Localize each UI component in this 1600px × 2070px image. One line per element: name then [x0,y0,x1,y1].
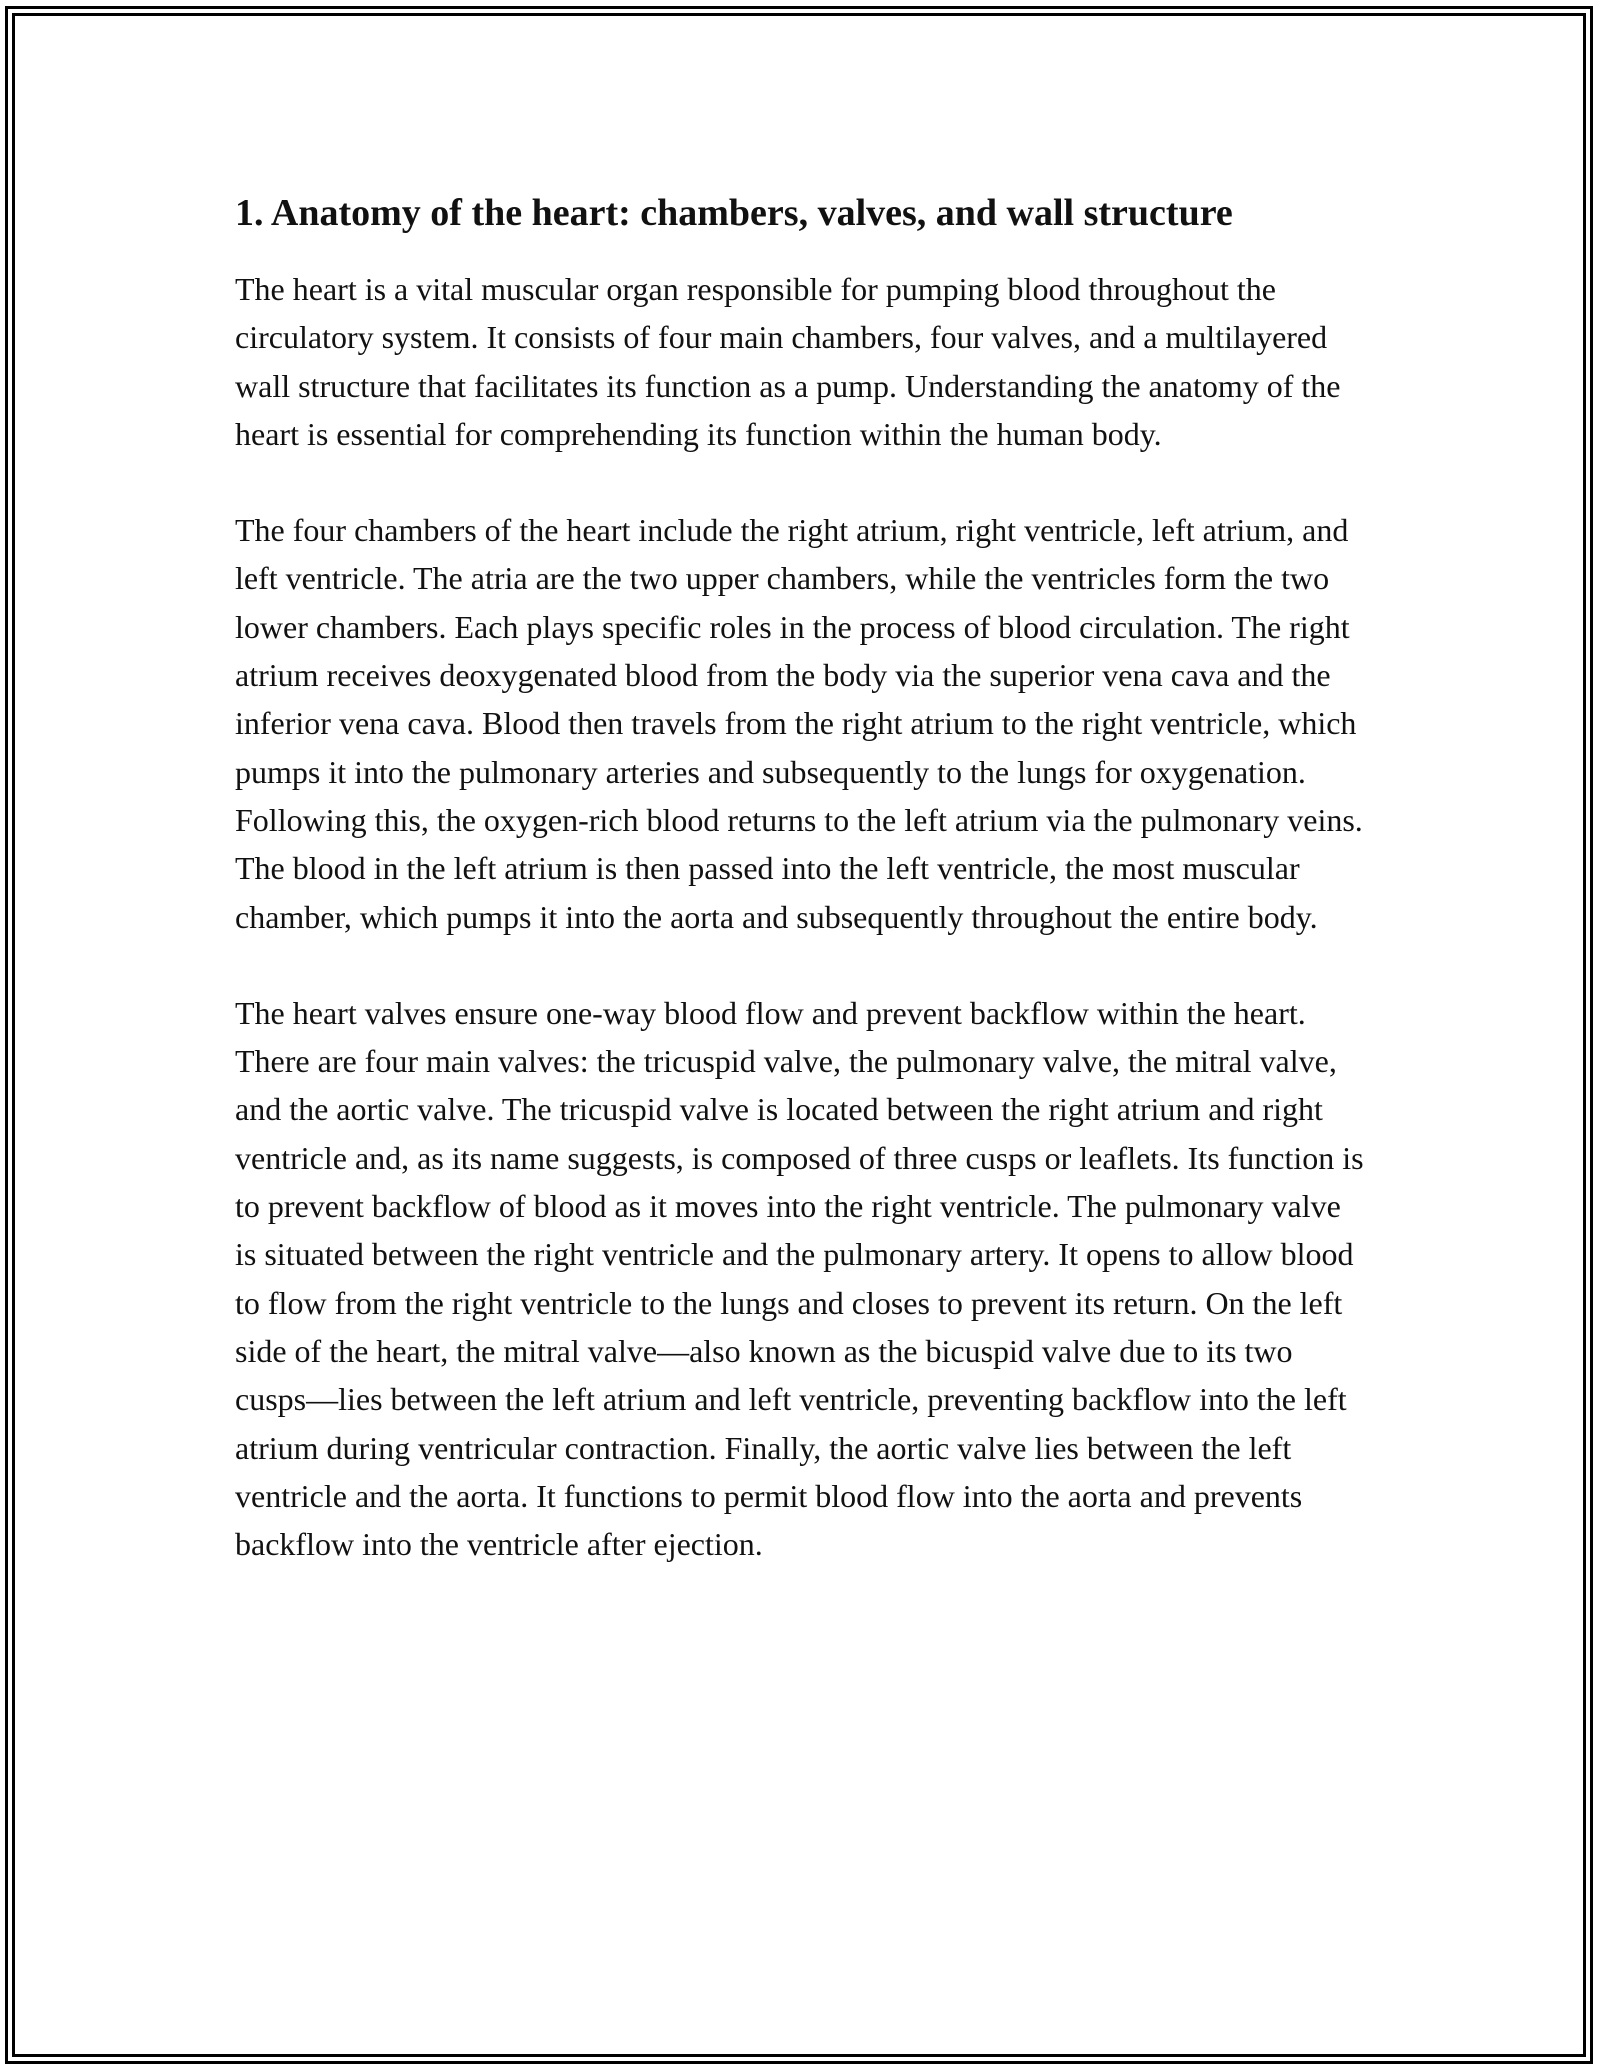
paragraph-valves: The heart valves ensure one-way blood flow and prevent backflow within the heart. There are four main valves: the tricuspid valve, the pulmonary valve, the mitral valve, and the aortic valve. The tricuspid valve is located between the right atrium and right ventricle and, as its name suggests, is composed of three cusps or leaflets. Its function is to prevent backflow of blood as it moves into the right ventricle. The pulmonary valve is situated between the right ventricle and the pulmonary artery. It opens to allow blood to flow from the right ventricle to the lungs and closes to prevent its return. On the left side of the heart, the mitral valve—also known as the bicuspid valve due to its two cusps—lies between the left atrium and left ventricle, preventing backflow into the left atrium during ventricular contraction. Finally, the aortic valve lies between the left ventricle and the aorta. It functions to permit blood flow into the aorta and prevents backflow into the ventricle after ejection. [235,994,1364,1563]
section-heading: 1. Anatomy of the heart: chambers, valves, and wall structure [235,192,1233,234]
paragraph-intro: The heart is a vital muscular organ responsible for pumping blood throughout the circulatory system. It consists of four main chambers, four valves, and a multilayered wall structure that facilitates its function as a pump. Understanding the anatomy of the heart is essential for comprehending its function within the human body. [235,271,1341,452]
paragraph-chambers: The four chambers of the heart include the right atrium, right ventricle, left atrium, and left ventricle. The atria are the two upper chambers, while the ventricles form the two lower chambers. Each plays specific roles in the process of blood circulation. The right atrium receives deoxygenated blood from the body via the superior vena cava and the inferior vena cava. Blood then travels from the right atrium to the right ventricle, which pumps it into the pulmonary arteries and subsequently to the lungs for oxygenation. Following this, the oxygen-rich blood returns to the left atrium via the pulmonary veins. The blood in the left atrium is then passed into the left ventricle, the most muscular chamber, which pumps it into the aorta and subsequently throughout the entire body. [235,512,1363,935]
document-body [235,188,1365,1568]
